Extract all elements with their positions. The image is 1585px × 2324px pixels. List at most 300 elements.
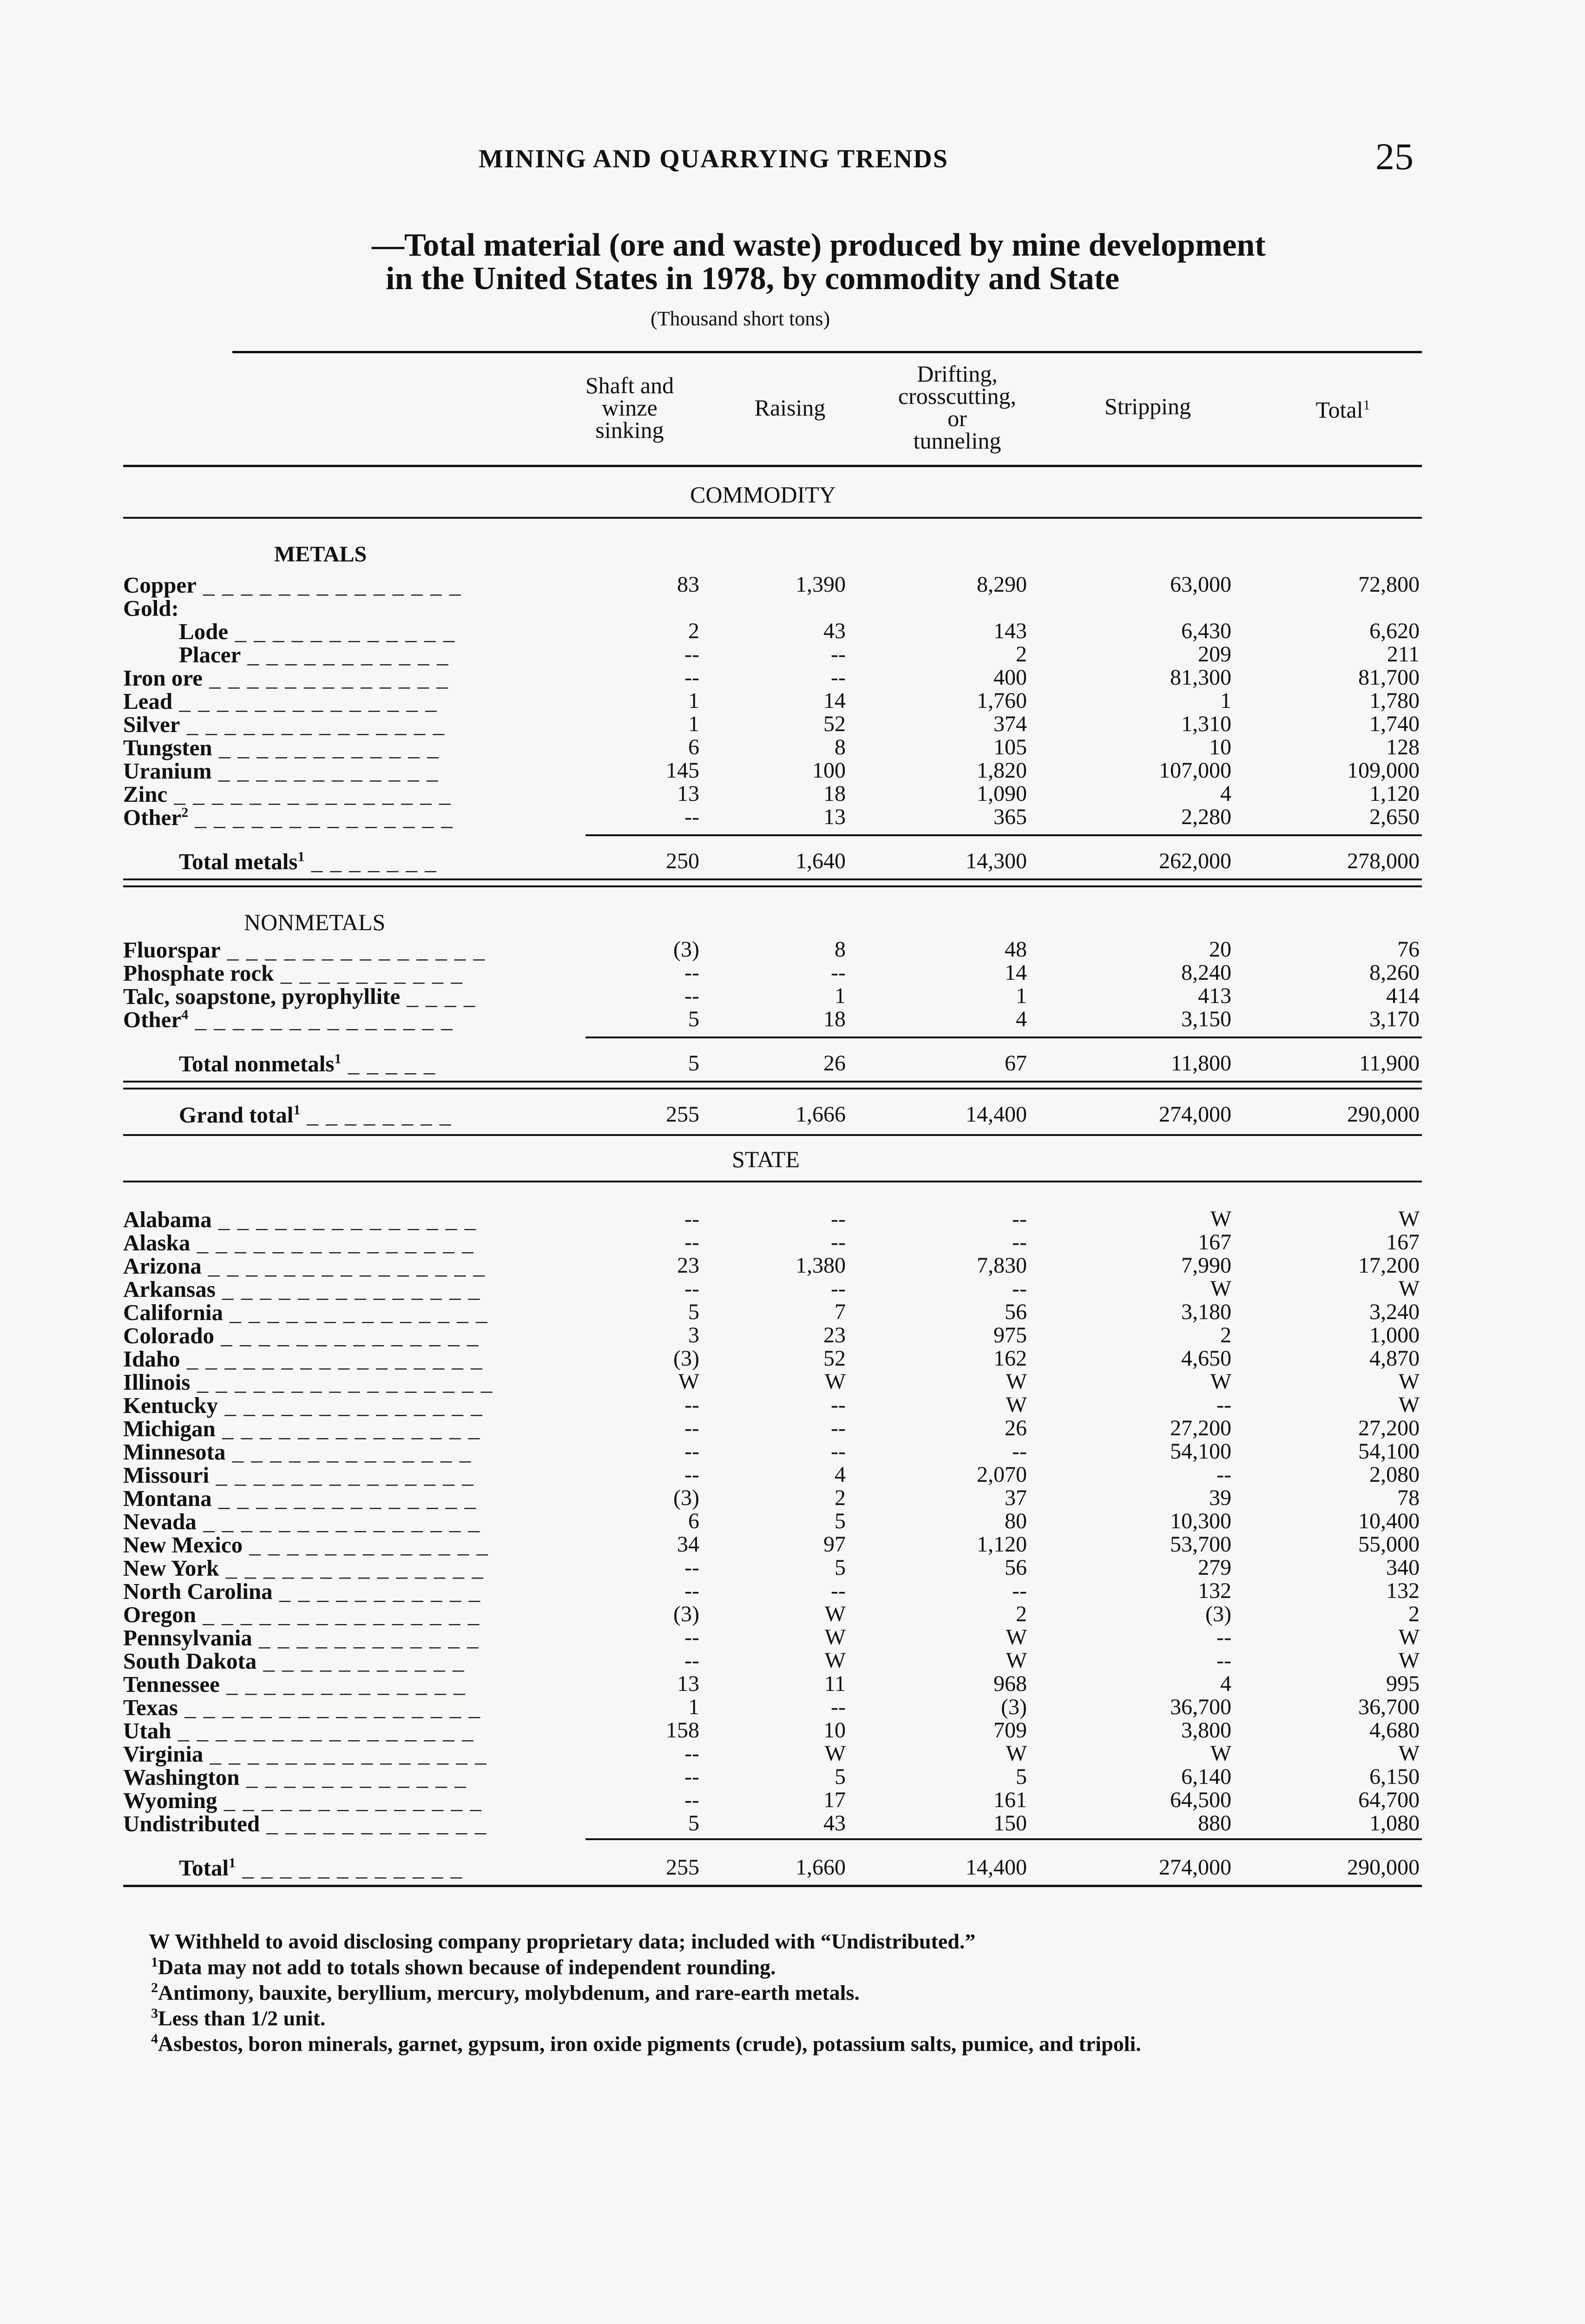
table-cell: 255 [666, 1855, 699, 1880]
table-cell: 262,000 [1159, 849, 1231, 873]
table-cell: W [1210, 1207, 1231, 1231]
table-cell: 167 [1198, 1230, 1231, 1254]
table-cell: 107,000 [1159, 758, 1231, 783]
row-label-text: North Carolina [123, 1578, 273, 1604]
row-label-text: Other [123, 1007, 182, 1032]
table-cell: -- [1012, 1276, 1027, 1301]
row-label-text: California [123, 1300, 224, 1325]
table-cell: 52 [823, 1346, 846, 1371]
table-cell: W [824, 1741, 846, 1766]
leader-dots: _ _ _ _ _ _ _ _ _ _ _ _ _ _ [219, 1555, 484, 1581]
row-label [123, 1694, 481, 1721]
table-cell: -- [684, 1578, 699, 1603]
total-rule [123, 1081, 1422, 1083]
table-cell: -- [1217, 1625, 1231, 1650]
table-cell: W [1398, 1276, 1420, 1301]
row-label [123, 1555, 484, 1581]
table-cell: 2 [1016, 1602, 1027, 1626]
table-cell: W [1006, 1625, 1027, 1650]
table-cell: -- [684, 1764, 699, 1789]
table-cell: 100 [812, 758, 846, 783]
row-label-text: Alabama [123, 1207, 212, 1232]
table-cell: 211 [1387, 642, 1420, 667]
table-cell: 13 [823, 805, 846, 829]
total-rule [123, 878, 1422, 880]
table-cell: 340 [1386, 1555, 1420, 1580]
table-cell: 1,000 [1369, 1323, 1420, 1347]
table-cell: 1 [688, 688, 699, 713]
table-cell: 1,666 [796, 1102, 846, 1127]
table-cell: -- [1012, 1578, 1027, 1603]
leader-dots: _ _ _ _ _ _ _ _ _ _ _ _ [212, 735, 440, 760]
subtotal-rule [585, 1037, 1422, 1038]
table-cell: 11,900 [1359, 1051, 1420, 1076]
row-label-text: Total metals [179, 849, 298, 874]
table-cell: (3) [673, 937, 699, 962]
table-cell: (3) [1001, 1695, 1027, 1719]
leader-dots: _ _ _ _ _ _ _ _ _ _ _ _ _ _ [188, 805, 454, 830]
table-cell: 8 [835, 735, 846, 759]
table-cell: 2 [835, 1486, 846, 1510]
leader-dots: _ _ _ _ _ _ _ _ _ _ _ _ _ _ _ [196, 1509, 481, 1534]
table-cell: W [824, 1625, 846, 1650]
footnote-4 [151, 2031, 1141, 2056]
table-cell: -- [831, 665, 846, 690]
table-cell: W [824, 1648, 846, 1673]
table-cell: 1,660 [796, 1855, 846, 1880]
leader-dots: _ _ _ _ _ _ _ _ _ _ _ _ _ [225, 1439, 472, 1465]
row-label [123, 1206, 477, 1233]
leader-dots: _ _ _ _ _ _ _ _ _ _ _ _ _ _ _ _ [171, 1718, 474, 1743]
row-label-text: Utah [123, 1718, 171, 1743]
table-cell: 14,400 [966, 1855, 1027, 1880]
table-cell: -- [831, 1416, 846, 1440]
table-cell: 14,300 [966, 849, 1027, 873]
table-cell: 2,080 [1369, 1462, 1420, 1487]
row-label-text: Copper [123, 572, 197, 598]
table-cell: 1,080 [1369, 1811, 1420, 1835]
col-header-total [1292, 394, 1394, 421]
table-cell: 968 [993, 1671, 1027, 1696]
table-cell: 52 [823, 712, 846, 736]
table-title-line2: in the United States in 1978, by commodity and State [386, 261, 1119, 297]
table-cell: 1,640 [796, 849, 846, 873]
table-cell: -- [684, 1276, 699, 1301]
row-label-sup: 2 [181, 805, 189, 820]
table-cell: W [1006, 1648, 1027, 1673]
table-cell: 5 [688, 1300, 699, 1324]
row-label [123, 665, 449, 691]
row-label-text: Washington [123, 1764, 240, 1790]
row-label-text: Minnesota [123, 1439, 226, 1465]
table-cell: 1,310 [1181, 712, 1231, 736]
leader-dots: _ _ _ _ _ _ _ _ _ _ [274, 960, 463, 986]
table-cell: 8,290 [977, 572, 1027, 597]
table-cell: 274,000 [1159, 1855, 1231, 1880]
table-cell: 18 [823, 1007, 846, 1031]
table-cell: 2,070 [977, 1462, 1027, 1487]
row-label [123, 1415, 480, 1442]
table-cell: 1,780 [1369, 688, 1420, 713]
row-label [123, 758, 439, 784]
table-cell: 143 [993, 619, 1027, 643]
table-cell: -- [684, 665, 699, 690]
leader-dots: _ _ _ _ _ _ _ _ _ _ _ _ _ _ _ [190, 1230, 474, 1255]
table-cell: 64,700 [1358, 1788, 1420, 1812]
table-cell: 5 [688, 1007, 699, 1031]
table-cell: 2,280 [1181, 805, 1231, 829]
col-header-drifting-line1: Drifting, [917, 361, 998, 387]
table-cell: 10,300 [1170, 1509, 1231, 1533]
table-cell: 3,240 [1369, 1300, 1420, 1324]
table-cell: 26 [823, 1051, 846, 1076]
table-cell: 6,620 [1369, 619, 1420, 643]
table-cell: 4 [1220, 1671, 1231, 1696]
table-cell: 3 [688, 1323, 699, 1347]
leader-dots: _ _ _ _ _ _ _ _ _ _ _ _ _ [243, 1532, 489, 1558]
table-cell: 4 [1220, 781, 1231, 806]
table-cell: 1 [688, 1695, 699, 1719]
row-label [123, 688, 438, 714]
row-label [123, 1787, 482, 1814]
row-label [123, 1299, 488, 1326]
row-label-text: Texas [123, 1695, 178, 1720]
header-rule [123, 465, 1422, 467]
footnote-4-text: Asbestos, boron minerals, garnet, gypsum, iron oxide pigments (crude), potassium salts, pumice, and tripoli. [158, 2032, 1141, 2056]
table-cell: 11,800 [1171, 1051, 1231, 1076]
table-cell: 880 [1198, 1811, 1231, 1835]
row-label-text: Oregon [123, 1602, 196, 1627]
table-cell: -- [831, 1578, 846, 1603]
row-label-text: Lode [179, 619, 229, 644]
row-label [123, 734, 440, 761]
footnote-2-text: Antimony, bauxite, beryllium, mercury, molybdenum, and rare-earth metals. [158, 1981, 860, 2005]
table-cell: 48 [1005, 937, 1027, 962]
table-cell: 80 [1005, 1509, 1027, 1533]
bottom-rule [123, 1885, 1422, 1887]
table-cell: 167 [1386, 1230, 1420, 1254]
leader-dots: _ _ _ _ _ _ _ _ _ _ _ _ _ _ [211, 1486, 477, 1511]
table-cell: 2,650 [1369, 805, 1420, 829]
leader-dots: _ _ _ _ [400, 984, 476, 1009]
table-cell: W [1210, 1741, 1231, 1766]
table-cell: 414 [1386, 984, 1420, 1008]
table-cell: 14 [1005, 960, 1027, 985]
row-label-text: Colorado [123, 1323, 214, 1348]
leader-dots: _ _ _ _ _ _ _ _ _ _ _ [256, 1648, 465, 1674]
row-label-text: Undistributed [123, 1811, 260, 1836]
row-label [123, 1346, 483, 1372]
row-label-text: Gold: [123, 595, 179, 621]
table-cell: 27,200 [1170, 1416, 1231, 1440]
leader-dots: _ _ _ _ _ _ _ _ _ _ _ _ _ _ _ [196, 1602, 480, 1627]
row-label [123, 1717, 474, 1744]
col-header-drifting-line2: crosscutting, [898, 383, 1017, 409]
table-cell: -- [684, 1462, 699, 1487]
table-cell: -- [684, 805, 699, 829]
footnote-4-mark: 4 [151, 2031, 158, 2047]
state-rule [123, 1181, 1422, 1182]
table-cell: 1,380 [796, 1253, 846, 1278]
table-cell: -- [684, 1741, 699, 1766]
table-cell: -- [831, 960, 846, 985]
table-cell: 23 [823, 1323, 846, 1347]
leader-dots: _ _ _ _ _ _ _ _ _ _ _ [272, 1578, 481, 1604]
table-cell: 17,200 [1358, 1253, 1420, 1278]
footnote-w: W Withheld to avoid disclosing company proprietary data; included with “Undistributed.” [149, 1929, 976, 1953]
table-cell: W [1398, 1393, 1420, 1417]
table-cell: 27,200 [1358, 1416, 1420, 1440]
table-cell: 6 [688, 1509, 699, 1533]
row-label-text: New Mexico [123, 1532, 243, 1558]
row-label-text: Phosphate rock [123, 960, 274, 986]
row-label [123, 1462, 474, 1488]
row-label [123, 1485, 477, 1512]
table-cell: -- [684, 1207, 699, 1231]
table-cell: -- [684, 1393, 699, 1417]
table-cell: 54,100 [1170, 1439, 1231, 1464]
table-cell: -- [1217, 1648, 1231, 1673]
page-number: 25 [1375, 135, 1414, 178]
table-cell: -- [684, 1788, 699, 1812]
leader-dots: _ _ _ _ _ _ _ _ _ _ _ _ _ _ [218, 1393, 483, 1418]
table-cell: 1,120 [977, 1532, 1027, 1557]
table-cell: 5 [835, 1764, 846, 1789]
table-cell: -- [831, 1393, 846, 1417]
leader-dots: _ _ _ _ _ _ _ _ _ _ _ _ _ _ [217, 1788, 482, 1813]
table-cell: 255 [666, 1102, 699, 1127]
row-label [123, 983, 476, 1010]
table-cell: -- [831, 1276, 846, 1301]
row-label-text: Idaho [123, 1346, 180, 1372]
table-cell: -- [684, 1439, 699, 1464]
leader-dots: _ _ _ _ _ _ _ _ _ _ _ _ _ _ _ [201, 1253, 486, 1279]
col-header-shaft [553, 374, 706, 441]
footnote-1-mark: 1 [151, 1954, 158, 1970]
table-cell: 4,650 [1181, 1346, 1231, 1371]
table-cell: -- [831, 1207, 846, 1231]
row-label-sup: 1 [229, 1855, 236, 1871]
table-cell: 250 [666, 849, 699, 873]
table-cell: 3,150 [1181, 1007, 1231, 1031]
table-cell: 709 [993, 1718, 1027, 1743]
table-cell: 13 [677, 1671, 699, 1696]
table-cell: 55,000 [1358, 1532, 1420, 1557]
table-cell: 2 [1016, 642, 1027, 667]
leader-dots: _ _ _ _ _ _ _ _ _ _ _ _ _ _ [188, 1007, 454, 1032]
table-cell: 39 [1209, 1486, 1231, 1510]
leader-dots: _ _ _ _ _ _ _ _ [300, 1102, 452, 1128]
table-cell: (3) [673, 1486, 699, 1510]
row-label [179, 1050, 436, 1077]
table-cell: -- [684, 1230, 699, 1254]
table-cell: 158 [666, 1718, 699, 1743]
leader-dots: _ _ _ _ _ _ _ _ _ _ _ _ [236, 1855, 463, 1881]
table-title: —Total material (ore and waste) produced by mine development [372, 227, 1266, 263]
row-label-text: Total [179, 1855, 229, 1881]
table-cell: 81,700 [1358, 665, 1420, 690]
table-cell: 7,830 [977, 1253, 1027, 1278]
table-cell: 1,760 [977, 688, 1027, 713]
table-cell: W [1006, 1393, 1027, 1417]
row-label [123, 1439, 472, 1465]
row-label [123, 1532, 489, 1558]
row-label-text: Silver [123, 712, 180, 737]
leader-dots: _ _ _ _ _ _ _ _ _ _ _ _ [252, 1625, 480, 1651]
row-label-sup: 1 [293, 1102, 301, 1118]
table-cell: W [824, 1369, 846, 1394]
row-label [123, 781, 452, 807]
section-metals: METALS [274, 542, 367, 567]
table-cell: 4,870 [1369, 1346, 1420, 1371]
footnote-3-mark: 3 [151, 2006, 158, 2021]
table-cell: 56 [1005, 1300, 1027, 1324]
row-label-text: South Dakota [123, 1648, 257, 1674]
row-label [123, 937, 486, 963]
table-cell: 14,400 [966, 1102, 1027, 1127]
table-cell: 1 [688, 712, 699, 736]
row-label [123, 1229, 474, 1256]
table-cell: 14 [823, 688, 846, 713]
leader-dots: _ _ _ _ _ _ _ _ _ _ _ _ _ _ [223, 1300, 488, 1325]
table-cell: 43 [823, 1811, 846, 1835]
table-cell: 995 [1386, 1671, 1420, 1696]
table-cell: 18 [823, 781, 846, 806]
col-header-drifting [864, 363, 1050, 452]
table-cell: 2 [1220, 1323, 1231, 1347]
table-cell: 63,000 [1170, 572, 1231, 597]
table-cell: W [678, 1369, 699, 1394]
leader-dots: _ _ _ _ _ _ _ _ _ _ _ _ _ _ _ [167, 781, 452, 807]
table-cell: -- [684, 960, 699, 985]
row-label [123, 711, 445, 738]
leader-dots: _ _ _ _ _ _ _ _ _ _ _ _ _ _ [180, 712, 445, 737]
leader-dots: _ _ _ _ _ _ _ _ _ _ _ _ _ [203, 665, 449, 691]
leader-dots: _ _ _ _ _ _ _ _ _ _ _ _ _ _ [211, 1207, 477, 1232]
table-cell: 64,500 [1170, 1788, 1231, 1812]
leader-dots: _ _ _ _ _ _ _ _ _ _ _ [241, 642, 449, 667]
table-cell: 8,260 [1369, 960, 1420, 985]
col-header-stripping: Stripping [1104, 393, 1191, 419]
table-cell: 1,820 [977, 758, 1027, 783]
row-label [123, 1810, 487, 1837]
row-label [123, 1392, 483, 1419]
row-label-text: Other [123, 805, 182, 830]
leader-dots: _ _ _ _ _ [341, 1051, 436, 1076]
table-cell: 6,430 [1181, 619, 1231, 643]
table-cell: -- [831, 642, 846, 667]
table-cell: 6,150 [1369, 1764, 1420, 1789]
col-header-total-text: Total [1315, 396, 1363, 423]
footnote-1-text: Data may not add to totals shown because of independent rounding. [158, 1955, 776, 1979]
table-cell: 4,680 [1369, 1718, 1420, 1743]
table-cell: 5 [835, 1555, 846, 1580]
col-header-drifting-line3: or [947, 405, 967, 431]
table-cell: 76 [1397, 937, 1420, 962]
footnote-2 [151, 1980, 860, 2005]
table-cell: 10,400 [1358, 1509, 1420, 1533]
leader-dots: _ _ _ _ _ _ _ _ _ _ _ _ _ _ [215, 1416, 481, 1441]
row-label [179, 1855, 463, 1881]
table-cell: (3) [673, 1602, 699, 1626]
table-cell: (3) [673, 1346, 699, 1371]
row-label [123, 1741, 487, 1767]
top-rule [232, 351, 1422, 353]
row-label [123, 1276, 480, 1302]
table-cell: 10 [823, 1718, 846, 1743]
table-cell: 20 [1209, 937, 1231, 962]
subtotal-rule [585, 1838, 1422, 1840]
table-cell: 3,180 [1181, 1300, 1231, 1324]
row-label [123, 1578, 481, 1604]
table-cell: 13 [677, 781, 699, 806]
row-label-text: Zinc [123, 781, 168, 807]
row-label [123, 1624, 480, 1651]
table-cell: 56 [1005, 1555, 1027, 1580]
table-cell: -- [684, 1625, 699, 1650]
leader-dots: _ _ _ _ _ _ _ _ _ _ _ _ [228, 619, 456, 644]
table-cell: -- [684, 984, 699, 1008]
section-state: STATE [732, 1146, 800, 1172]
table-cell: W [1398, 1648, 1420, 1673]
row-label-text: Montana [123, 1486, 212, 1511]
table-cell: -- [831, 1695, 846, 1719]
table-cell: -- [684, 642, 699, 667]
table-cell: 278,000 [1347, 849, 1420, 873]
table-cell: 374 [993, 712, 1027, 736]
leader-dots: _ _ _ _ _ _ _ _ _ _ _ _ _ _ _ _ [190, 1369, 493, 1395]
table-cell: 109,000 [1347, 758, 1420, 783]
table-cell: 145 [666, 758, 699, 783]
col-header-shaft-line2: winze [602, 395, 658, 421]
row-label-sup: 1 [297, 849, 305, 865]
table-cell: 1,390 [796, 572, 846, 597]
table-cell: -- [831, 1439, 846, 1464]
table-cell: 274,000 [1159, 1102, 1231, 1127]
table-cell: -- [1217, 1393, 1231, 1417]
commodity-rule [123, 517, 1422, 519]
table-cell: 17 [823, 1788, 846, 1812]
table-cell: -- [684, 1416, 699, 1440]
row-label-text: Wyoming [123, 1788, 217, 1813]
table-cell: 37 [1005, 1486, 1027, 1510]
table-cell: 11 [824, 1671, 846, 1696]
table-units: (Thousand short tons) [651, 307, 830, 330]
table-cell: 3,170 [1369, 1007, 1420, 1031]
row-label-text: Nevada [123, 1509, 197, 1534]
row-label-text: Illinois [123, 1369, 191, 1395]
table-cell: 10 [1209, 735, 1231, 759]
table-cell: 1,090 [977, 781, 1027, 806]
leader-dots: _ _ _ _ _ _ _ [304, 849, 437, 874]
row-label-text: Virginia [123, 1741, 204, 1767]
table-cell: 132 [1386, 1578, 1420, 1603]
table-cell: 413 [1198, 984, 1231, 1008]
table-cell: -- [684, 1648, 699, 1673]
table-cell: 36,700 [1358, 1695, 1420, 1719]
row-label-text: Kentucky [123, 1393, 218, 1418]
table-cell: 6 [688, 735, 699, 759]
table-cell: 23 [677, 1253, 699, 1278]
row-label-text: Tungsten [123, 735, 212, 760]
table-cell: 5 [1016, 1764, 1027, 1789]
row-label-text: Michigan [123, 1416, 216, 1441]
table-cell: 5 [688, 1051, 699, 1076]
row-label-text: Pennsylvania [123, 1625, 252, 1651]
table-cell: 975 [993, 1323, 1027, 1347]
row-label [123, 595, 179, 621]
table-cell: 6,140 [1181, 1764, 1231, 1789]
